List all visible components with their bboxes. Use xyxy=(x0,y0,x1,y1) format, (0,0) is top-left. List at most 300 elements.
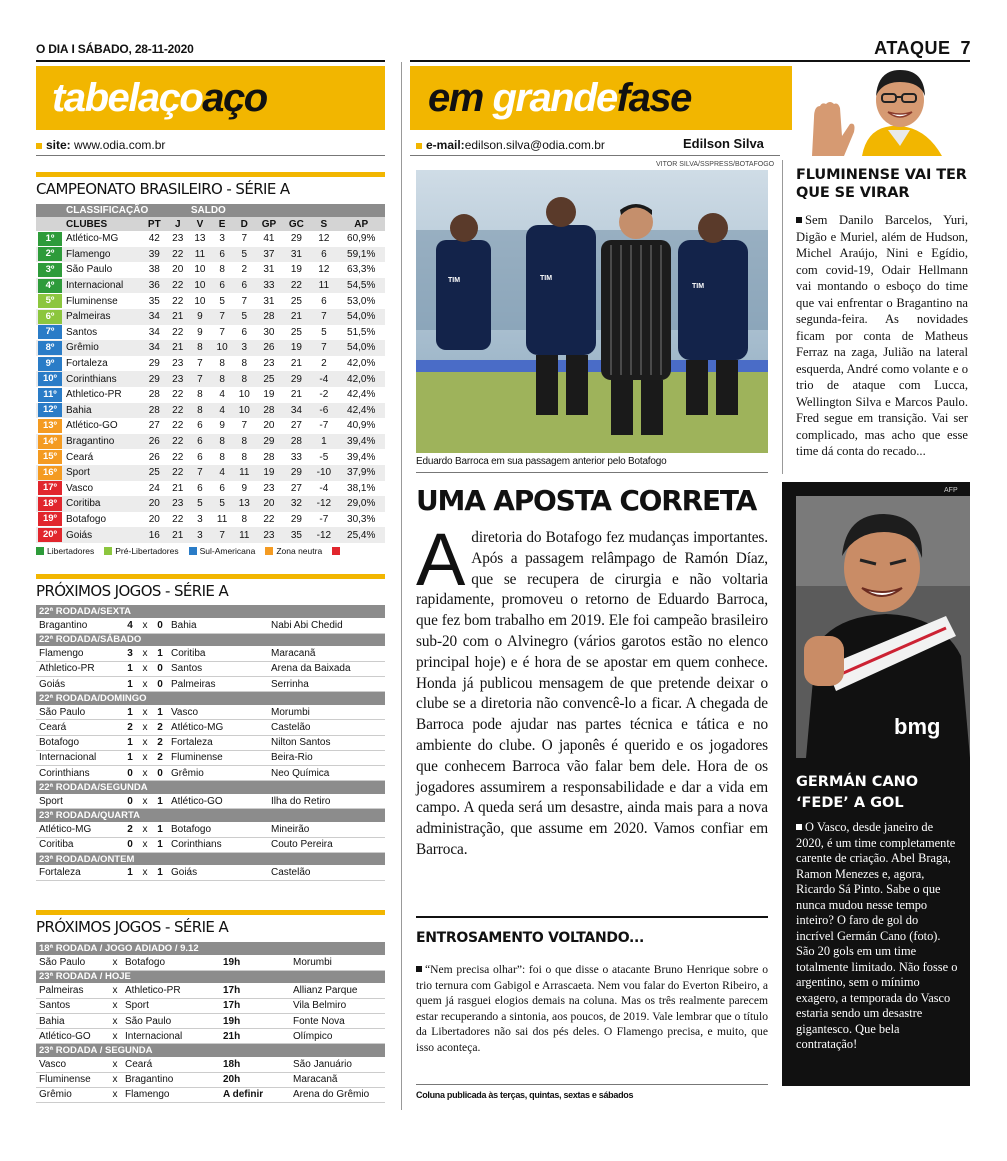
rodada-label: 22ª RODADA/SÁBADO xyxy=(36,633,385,646)
cell-s: 2 xyxy=(310,356,337,372)
cell-pt: 28 xyxy=(142,403,167,419)
standings-row xyxy=(36,387,385,403)
home-team: Botafogo xyxy=(36,735,122,750)
cell-gp: 33 xyxy=(255,278,282,294)
cell-pt: 34 xyxy=(142,309,167,325)
away-team: Flamengo xyxy=(122,1087,220,1102)
side-note-body xyxy=(796,212,968,460)
cell-e: 8 xyxy=(211,449,233,465)
cell-gp: 23 xyxy=(255,481,282,497)
columnist-portrait-illustration xyxy=(792,66,970,156)
venue: Morumbi xyxy=(268,705,385,720)
cell-d: 5 xyxy=(233,247,255,263)
game-row xyxy=(36,750,385,765)
cell-s: 12 xyxy=(310,231,337,247)
cell-v: 7 xyxy=(189,356,211,372)
cell-pt: 20 xyxy=(142,512,167,528)
position-badge: 7º xyxy=(38,325,62,339)
cell-pt: 42 xyxy=(142,231,167,247)
rodada-header xyxy=(36,605,385,618)
cell-gc: 32 xyxy=(282,496,310,512)
cell-d: 10 xyxy=(233,403,255,419)
cell-d: 13 xyxy=(233,496,255,512)
cell-ap: 30,3% xyxy=(337,512,385,528)
home-team: Athletico-PR xyxy=(36,661,122,676)
cell-pt: 25 xyxy=(142,465,167,481)
cano-title-line1: GERMÁN CANO xyxy=(796,774,919,790)
cell-e: 6 xyxy=(211,481,233,497)
cell-gp: 29 xyxy=(255,434,282,450)
standings-bar xyxy=(36,172,385,177)
pos-cell xyxy=(36,325,64,341)
logo-text-black: aço xyxy=(202,76,267,120)
cell-j: 21 xyxy=(167,340,189,356)
cell-e: 6 xyxy=(211,278,233,294)
cell-club: Goiás xyxy=(64,527,142,543)
legend-item xyxy=(265,546,322,556)
cano-title xyxy=(796,772,918,814)
cell-gp: 25 xyxy=(255,371,282,387)
cell-club: Bragantino xyxy=(64,434,142,450)
cell-ap: 39,4% xyxy=(337,434,385,450)
em-grande-fase-banner xyxy=(410,66,792,130)
section-name: ATAQUE xyxy=(874,38,951,58)
cell-ap: 54,5% xyxy=(337,278,385,294)
away-score: 1 xyxy=(152,705,168,720)
versus: x xyxy=(138,646,152,661)
home-score: 3 xyxy=(122,646,138,661)
cell-s: 6 xyxy=(310,247,337,263)
game-row xyxy=(36,822,385,837)
column-divider xyxy=(401,62,402,1110)
cell-gp: 20 xyxy=(255,418,282,434)
away-team: Atlético-MG xyxy=(168,720,268,735)
cell-gc: 21 xyxy=(282,356,310,372)
cell-e: 5 xyxy=(211,293,233,309)
home-team: Atlético-MG xyxy=(36,822,122,837)
cell-d: 3 xyxy=(233,340,255,356)
cell-j: 22 xyxy=(167,449,189,465)
versus: x xyxy=(138,618,152,633)
home-team: Ceará xyxy=(36,720,122,735)
cell-s: -7 xyxy=(310,418,337,434)
cell-j: 22 xyxy=(167,278,189,294)
game-row xyxy=(36,1072,385,1087)
away-team: Goiás xyxy=(168,865,268,880)
away-team: Grêmio xyxy=(168,766,268,781)
versus: x xyxy=(138,735,152,750)
away-team: Palmeiras xyxy=(168,677,268,692)
cell-v: 10 xyxy=(189,262,211,278)
versus: x xyxy=(108,1087,122,1102)
cell-ap: 54,0% xyxy=(337,340,385,356)
cell-gc: 35 xyxy=(282,527,310,543)
versus: x xyxy=(138,822,152,837)
side-note-text: Sem Danilo Barcelos, Yuri, Digão e Muriel, além de Hudson, Michel Araújo, Nini e Egídio, com covid-19, Odair Hellmann vai montando o esboço do time que vai enfrentar o Bragantino na segunda-feira. As novidades ficam por conta de Matheus Ferraz na zaga, Julião na lateral esquerda, André como volante e o trio de ataque com Lucca, Wellington Silva e Marcos Paulo. Fred segue em transição. Vai ser complicado, mas acho que esse time dá conta do recado... xyxy=(796,213,968,458)
cell-gp: 37 xyxy=(255,247,282,263)
game-row xyxy=(36,646,385,661)
cell-pt: 39 xyxy=(142,247,167,263)
svg-text:TIM: TIM xyxy=(540,275,553,282)
standings-row xyxy=(36,481,385,497)
pos-cell xyxy=(36,387,64,403)
email-address[interactable]: edilson.silva@odia.com.br xyxy=(464,138,605,152)
legend-swatch xyxy=(104,547,112,555)
away-team: Botafogo xyxy=(122,955,220,970)
home-score: 2 xyxy=(122,720,138,735)
cell-s: -4 xyxy=(310,481,337,497)
cell-gp: 19 xyxy=(255,465,282,481)
game-row xyxy=(36,677,385,692)
legend-item xyxy=(36,546,94,556)
standings-row xyxy=(36,465,385,481)
pos-cell xyxy=(36,371,64,387)
rodada-label: 22ª RODADA/DOMINGO xyxy=(36,692,385,705)
rodada-header xyxy=(36,692,385,705)
cell-v: 7 xyxy=(189,465,211,481)
kickoff-time: 17h xyxy=(220,983,290,998)
header-rule-left xyxy=(36,60,385,62)
standings-row xyxy=(36,309,385,325)
home-score: 1 xyxy=(122,661,138,676)
versus: x xyxy=(138,837,152,852)
cell-e: 8 xyxy=(211,356,233,372)
venue: Maracanã xyxy=(290,1072,385,1087)
botafogo-training-photo xyxy=(416,170,768,453)
standings-row xyxy=(36,356,385,372)
cell-ap: 25,4% xyxy=(337,527,385,543)
cell-gc: 22 xyxy=(282,278,310,294)
pos-cell xyxy=(36,527,64,543)
home-team: Flamengo xyxy=(36,646,122,661)
rodada-label: 23ª RODADA / SEGUNDA xyxy=(36,1044,385,1057)
pos-cell xyxy=(36,278,64,294)
venue: Nabi Abi Chedid xyxy=(268,618,385,633)
away-team: Ceará xyxy=(122,1057,220,1072)
venue: Arena do Grêmio xyxy=(290,1087,385,1102)
venue: Mineirão xyxy=(268,822,385,837)
svg-text:TIM: TIM xyxy=(692,283,705,290)
cell-s: 6 xyxy=(310,293,337,309)
cell-j: 23 xyxy=(167,231,189,247)
cell-ap: 54,0% xyxy=(337,309,385,325)
cell-s: 11 xyxy=(310,278,337,294)
cell-gp: 30 xyxy=(255,325,282,341)
cell-j: 21 xyxy=(167,309,189,325)
email-line xyxy=(416,138,605,152)
cell-v: 11 xyxy=(189,247,211,263)
cell-gc: 21 xyxy=(282,309,310,325)
cell-club: Flamengo xyxy=(64,247,142,263)
pos-cell xyxy=(36,418,64,434)
page-header-date xyxy=(36,42,194,56)
game-row xyxy=(36,1014,385,1029)
training-photo-illustration xyxy=(416,170,768,453)
article-text: diretoria do Botafogo fez mudanças importantes. Após a passagem relâmpago de Ramón Díaz, que se recupera de cirurgia e não voltaria rapidamente, promoveu o retorno de Eduardo Barroca, que fez bom trabalho em 2019. Ele foi campeão brasileiro sub-20 com o Alvinegro (vários garotos estão no elenco principal hoje) e é hora de se apostar em quem conhece. Honda já publicou mensagem de que pretende deixar o clube se a diretoria não convencê-lo a ficar. A chegada de Barroca pode ajudar nas partes técnica e tática e no ambiente do clube. O japonês é querido e os jogadores que conhecem Barroca vão falar bem dele. Hora de os jogadores assumirem a responsabilidade e dar a vida em campo. A queda será um desastre, ainda mais para a nova administração, que assume em 2020. Vamos confiar em Barroca. xyxy=(416,529,768,858)
cell-gp: 19 xyxy=(255,387,282,403)
venue: Fonte Nova xyxy=(290,1014,385,1029)
pos-cell xyxy=(36,465,64,481)
games1-title: PRÓXIMOS JOGOS - SÉRIE A xyxy=(36,582,229,600)
position-badge: 2º xyxy=(38,247,62,261)
games1-bar xyxy=(36,574,385,579)
cell-gp: 22 xyxy=(255,512,282,528)
cell-club: Fortaleza xyxy=(64,356,142,372)
cell-e: 4 xyxy=(211,403,233,419)
cell-gc: 28 xyxy=(282,434,310,450)
cell-ap: 42,4% xyxy=(337,403,385,419)
cell-e: 4 xyxy=(211,465,233,481)
cell-pt: 28 xyxy=(142,387,167,403)
away-score: 1 xyxy=(152,822,168,837)
cell-gc: 33 xyxy=(282,449,310,465)
cell-e: 8 xyxy=(211,262,233,278)
sub-headline: ENTROSAMENTO VOLTANDO... xyxy=(416,930,645,946)
hdr-col-8: S xyxy=(310,217,337,231)
home-team: Bragantino xyxy=(36,618,122,633)
standings-header-row-1 xyxy=(36,204,385,217)
home-score: 2 xyxy=(122,822,138,837)
standings-row xyxy=(36,371,385,387)
column-schedule-note: Coluna publicada às terças, quintas, sextas e sábados xyxy=(416,1090,634,1100)
cell-e: 6 xyxy=(211,247,233,263)
cell-gp: 28 xyxy=(255,403,282,419)
site-url[interactable]: www.odia.com.br xyxy=(74,138,166,152)
cell-s: 7 xyxy=(310,340,337,356)
cell-ap: 42,4% xyxy=(337,387,385,403)
home-score: 1 xyxy=(122,735,138,750)
game-row xyxy=(36,1087,385,1102)
away-team: Corinthians xyxy=(168,837,268,852)
cell-pt: 35 xyxy=(142,293,167,309)
cell-d: 11 xyxy=(233,527,255,543)
standings-row xyxy=(36,527,385,543)
cell-ap: 51,5% xyxy=(337,325,385,341)
away-team: Sport xyxy=(122,998,220,1013)
rodada-header xyxy=(36,809,385,822)
cell-club: Botafogo xyxy=(64,512,142,528)
cell-j: 22 xyxy=(167,465,189,481)
away-team: Bragantino xyxy=(122,1072,220,1087)
cell-d: 7 xyxy=(233,418,255,434)
position-badge: 4º xyxy=(38,279,62,293)
game-row xyxy=(36,837,385,852)
cell-club: São Paulo xyxy=(64,262,142,278)
cell-j: 20 xyxy=(167,262,189,278)
cell-ap: 37,9% xyxy=(337,465,385,481)
home-score: 1 xyxy=(122,750,138,765)
cell-ap: 40,9% xyxy=(337,418,385,434)
versus: x xyxy=(138,766,152,781)
cell-v: 10 xyxy=(189,278,211,294)
venue: Beira-Rio xyxy=(268,750,385,765)
rodada-header xyxy=(36,942,385,955)
venue: Couto Pereira xyxy=(268,837,385,852)
cell-s: -10 xyxy=(310,465,337,481)
rodada-label: 22ª RODADA/SEXTA xyxy=(36,605,385,618)
standings-row xyxy=(36,262,385,278)
article-headline: UMA APOSTA CORRETA xyxy=(416,484,757,517)
hdr-col-2: J xyxy=(167,217,189,231)
hdr-spacer xyxy=(36,217,64,231)
pos-cell xyxy=(36,434,64,450)
versus: x xyxy=(108,955,122,970)
columnist-name: Edilson Silva xyxy=(683,136,764,151)
cell-s: -12 xyxy=(310,527,337,543)
versus: x xyxy=(108,1029,122,1044)
away-team: Fortaleza xyxy=(168,735,268,750)
cell-ap: 42,0% xyxy=(337,371,385,387)
cell-e: 3 xyxy=(211,231,233,247)
position-badge: 8º xyxy=(38,341,62,355)
cell-club: Palmeiras xyxy=(64,309,142,325)
cell-pt: 26 xyxy=(142,449,167,465)
pos-cell xyxy=(36,356,64,372)
home-team: São Paulo xyxy=(36,955,108,970)
kickoff-time: 21h xyxy=(220,1029,290,1044)
cell-e: 7 xyxy=(211,309,233,325)
cell-v: 6 xyxy=(189,449,211,465)
away-score: 1 xyxy=(152,865,168,880)
position-badge: 6º xyxy=(38,310,62,324)
pos-cell xyxy=(36,449,64,465)
standings-row xyxy=(36,449,385,465)
cell-s: 1 xyxy=(310,434,337,450)
cell-v: 9 xyxy=(189,325,211,341)
away-score: 1 xyxy=(152,794,168,809)
cell-d: 2 xyxy=(233,262,255,278)
cell-d: 9 xyxy=(233,481,255,497)
cell-pt: 29 xyxy=(142,356,167,372)
hdr-col-7: GC xyxy=(282,217,310,231)
game-row xyxy=(36,955,385,970)
cell-pt: 34 xyxy=(142,325,167,341)
pos-cell xyxy=(36,512,64,528)
versus: x xyxy=(138,661,152,676)
cell-j: 22 xyxy=(167,512,189,528)
games2-title: PRÓXIMOS JOGOS - SÉRIE A xyxy=(36,918,229,936)
cell-d: 10 xyxy=(233,387,255,403)
game-row xyxy=(36,705,385,720)
versus: x xyxy=(138,705,152,720)
legend-item xyxy=(189,546,256,556)
columnist-portrait xyxy=(792,66,970,156)
venue: Arena da Baixada xyxy=(268,661,385,676)
site-rule xyxy=(36,155,385,156)
away-score: 0 xyxy=(152,766,168,781)
rodada-header xyxy=(36,852,385,865)
cell-s: 12 xyxy=(310,262,337,278)
standings-row xyxy=(36,247,385,263)
cell-d: 8 xyxy=(233,356,255,372)
legend-swatch-rebaixamento xyxy=(332,547,340,555)
bullet-square-icon xyxy=(416,143,422,149)
cell-e: 8 xyxy=(211,434,233,450)
home-team: Corinthians xyxy=(36,766,122,781)
cell-s: 7 xyxy=(310,309,337,325)
svg-text:TIM: TIM xyxy=(448,277,461,284)
german-cano-illustration xyxy=(796,496,970,758)
rodada-label: 22ª RODADA/SEGUNDA xyxy=(36,781,385,794)
photo-credit: VITOR SILVA/SSPRESS/BOTAFOGO xyxy=(656,161,775,168)
game-row xyxy=(36,766,385,781)
sub-body xyxy=(416,962,768,1056)
cell-j: 22 xyxy=(167,387,189,403)
logo-part-em: em xyxy=(428,76,493,120)
cell-club: Corinthians xyxy=(64,371,142,387)
home-score: 0 xyxy=(122,766,138,781)
versus: x xyxy=(138,720,152,735)
venue: Allianz Parque xyxy=(290,983,385,998)
german-cano-photo xyxy=(796,496,970,758)
cell-d: 7 xyxy=(233,231,255,247)
position-badge: 19º xyxy=(38,512,62,526)
cell-j: 22 xyxy=(167,247,189,263)
legend-item xyxy=(104,546,178,556)
cell-s: 5 xyxy=(310,325,337,341)
game-row xyxy=(36,735,385,750)
standings-row xyxy=(36,340,385,356)
game-row xyxy=(36,720,385,735)
edition-date: I SÁBADO, 28-11-2020 xyxy=(71,42,194,56)
cell-s: -6 xyxy=(310,403,337,419)
legend-label: Libertadores xyxy=(47,546,95,556)
venue: São Januário xyxy=(290,1057,385,1072)
pos-cell xyxy=(36,231,64,247)
away-team: Internacional xyxy=(122,1029,220,1044)
hdr-col-0: CLUBES xyxy=(64,217,142,231)
cell-v: 8 xyxy=(189,340,211,356)
away-team: Atlético-GO xyxy=(168,794,268,809)
legend-label: Sul-Americana xyxy=(199,546,256,556)
cell-club: Atlético-MG xyxy=(64,231,142,247)
standings-row xyxy=(36,278,385,294)
cell-d: 8 xyxy=(233,434,255,450)
hdr-spacer xyxy=(36,204,64,217)
pos-cell xyxy=(36,309,64,325)
cell-club: Coritiba xyxy=(64,496,142,512)
cell-gc: 29 xyxy=(282,512,310,528)
cell-s: -5 xyxy=(310,449,337,465)
sub-rule xyxy=(416,916,768,918)
logo-part-fase: fase xyxy=(616,76,691,120)
hdr-col-1: PT xyxy=(142,217,167,231)
site-label: site: xyxy=(46,138,71,152)
tabelaco-logo xyxy=(52,76,267,121)
bullet-square-icon xyxy=(416,966,422,972)
cell-d: 6 xyxy=(233,325,255,341)
legend-swatch xyxy=(265,547,273,555)
cell-v: 6 xyxy=(189,418,211,434)
cell-v: 10 xyxy=(189,293,211,309)
cano-title-line2: ‘FEDE’ A GOL xyxy=(796,795,904,811)
newspaper-brand: O DIA xyxy=(36,42,69,56)
cell-v: 3 xyxy=(189,512,211,528)
em-grande-fase-logo xyxy=(428,76,691,121)
cell-v: 7 xyxy=(189,371,211,387)
pos-cell xyxy=(36,293,64,309)
rodada-header xyxy=(36,633,385,646)
hdr-col-6: GP xyxy=(255,217,282,231)
cell-v: 13 xyxy=(189,231,211,247)
cell-gc: 27 xyxy=(282,481,310,497)
home-team: Fortaleza xyxy=(36,865,122,880)
cell-e: 7 xyxy=(211,325,233,341)
cell-pt: 34 xyxy=(142,340,167,356)
away-team: Fluminense xyxy=(168,750,268,765)
cell-pt: 26 xyxy=(142,434,167,450)
pos-cell xyxy=(36,340,64,356)
